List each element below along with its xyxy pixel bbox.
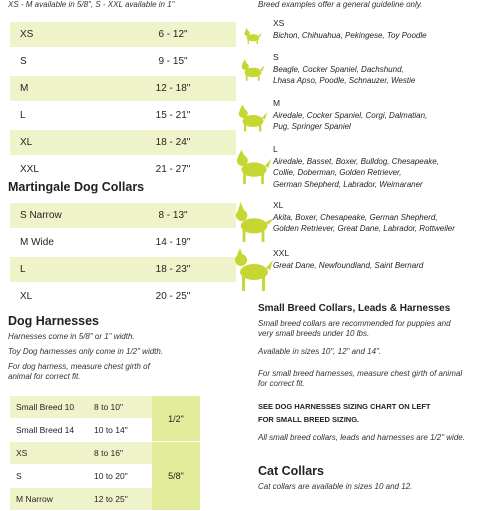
breed-examples: Beagle, Cocker Spaniel, Dachshund, — [273, 64, 404, 74]
size-label: XL — [10, 283, 110, 310]
small-dog-icon — [230, 52, 276, 98]
breed-examples: Airedale, Cocker Spaniel, Corgi, Dalmatian, — [273, 110, 428, 120]
breed-examples: German Shepherd, Labrador, Weimaraner — [273, 179, 423, 189]
table-row — [10, 396, 200, 419]
medium-dog-icon — [230, 98, 276, 144]
size-range: 15 - 21" — [110, 102, 236, 129]
size-range: 6 - 12" — [110, 22, 236, 48]
breed-intro: Breed examples offer a general guideline only. — [258, 0, 423, 9]
size-range: 10 to 14" — [88, 419, 152, 442]
size-label: M — [10, 75, 110, 102]
breed-size: M — [273, 98, 281, 108]
breed-examples: Great Dane, Newfoundland, Saint Bernard — [273, 260, 424, 270]
size-range: 10 to 20" — [88, 465, 152, 488]
small-breed-caps-1: SEE DOG HARNESSES SIZING CHART ON LEFT — [258, 402, 431, 411]
breed-size: XS — [273, 18, 285, 28]
breed-s — [230, 52, 500, 97]
breed-xl — [230, 200, 500, 246]
breed-m — [230, 98, 500, 143]
size-label: XS — [10, 442, 88, 465]
breed-examples: Akita, Boxer, Chesapeake, German Shepherd, — [273, 212, 438, 222]
size-range: 18 - 23" — [110, 256, 236, 283]
size-label: M Wide — [10, 229, 110, 256]
size-label: XXL — [10, 156, 110, 183]
small-breed-title: Small Breed Collars, Leads & Harnesses — [258, 303, 451, 314]
size-label: L — [10, 256, 110, 283]
table-row — [10, 283, 236, 310]
table-row — [10, 442, 200, 465]
table-row — [10, 256, 236, 283]
harness-note-measure-2: animal for correct fit. — [8, 372, 81, 381]
table-row — [10, 22, 236, 48]
table-row — [10, 129, 236, 156]
size-label: S Narrow — [10, 203, 110, 229]
collar-size-table — [10, 22, 236, 184]
small-breed-caps-2: FOR SMALL BREED SIZING. — [258, 415, 360, 424]
size-label: S — [10, 465, 88, 488]
size-range: 14 - 19" — [110, 229, 236, 256]
size-range: 12 to 25" — [88, 488, 152, 511]
small-breed-note-1a: Small breed collars are recommended for puppies and — [258, 319, 451, 328]
breed-size: XL — [273, 200, 284, 210]
harness-size-table — [10, 396, 200, 511]
table-row — [10, 229, 236, 256]
size-range: 8 - 13" — [110, 203, 236, 229]
size-label: XL — [10, 129, 110, 156]
table-row — [10, 203, 236, 229]
collar-width-note: XS - M available in 5/8", S - XXL available in 1" — [8, 0, 175, 9]
breed-examples: Golden Retriever, Great Dane, Labrador, Rottweiler — [273, 224, 455, 233]
breed-examples: Pug, Springer Spaniel — [273, 122, 351, 131]
harness-note-measure-1: For dog harness, measure chest girth of — [8, 362, 150, 371]
table-row — [10, 102, 236, 129]
table-row — [10, 156, 236, 183]
size-label: XS — [10, 22, 110, 48]
size-label: Small Breed 10 — [10, 396, 88, 419]
breed-size: S — [273, 52, 279, 62]
width-group: 1/2" — [152, 396, 200, 442]
small-breed-note-3b: for correct fit. — [258, 379, 305, 388]
size-range: 21 - 27" — [110, 156, 236, 183]
xl-dog-icon — [230, 200, 276, 246]
harness-note-toy: Toy Dog harnesses only come in 1/2" width. — [8, 347, 164, 356]
size-range: 8 to 10" — [88, 396, 152, 419]
breed-l — [230, 144, 500, 199]
table-row — [10, 48, 236, 75]
size-label: M Narrow — [10, 488, 88, 511]
xxl-dog-icon — [230, 248, 276, 294]
breed-examples: Lhasa Apso, Poodle, Schnauzer, Westie — [273, 76, 416, 85]
breed-xs — [230, 18, 500, 48]
breed-examples: Bichon, Chihuahua, Pekingese, Toy Poodle — [273, 30, 427, 40]
size-range: 9 - 15" — [110, 48, 236, 75]
size-range: 18 - 24" — [110, 129, 236, 156]
martingale-size-table — [10, 203, 236, 311]
large-dog-icon — [230, 144, 276, 190]
cat-collars-title: Cat Collars — [258, 464, 324, 478]
size-range: 12 - 18" — [110, 75, 236, 102]
breed-examples: Collie, Doberman, Golden Retriever, — [273, 168, 402, 177]
table-row — [10, 75, 236, 102]
harness-note-width: Harnesses come in 5/8" or 1" width. — [8, 332, 135, 341]
small-breed-sizes: Available in sizes 10", 12" and 14". — [258, 347, 382, 356]
martingale-title: Martingale Dog Collars — [8, 180, 145, 194]
size-label: Small Breed 14 — [10, 419, 88, 442]
small-breed-note-3a: For small breed harnesses, measure chest girth of animal — [258, 369, 463, 378]
size-label: L — [10, 102, 110, 129]
cat-collars-note: Cat collars are available in sizes 10 and 12. — [258, 482, 413, 491]
size-label: S — [10, 48, 110, 75]
breed-size: XXL — [273, 248, 290, 258]
breed-examples: Airedale, Basset, Boxer, Bulldog, Chesapeake, — [273, 156, 439, 166]
breed-xxl — [230, 248, 500, 294]
breed-size: L — [273, 144, 278, 154]
size-range: 20 - 25" — [110, 283, 236, 310]
width-group: 5/8" — [152, 442, 200, 511]
small-breed-width-note: All small breed collars, leads and harnesses are 1/2" wide. — [258, 433, 465, 442]
size-range: 8 to 16" — [88, 442, 152, 465]
small-breed-note-1b: very small breeds under 10 lbs. — [258, 329, 370, 338]
harnesses-title: Dog Harnesses — [8, 314, 100, 328]
